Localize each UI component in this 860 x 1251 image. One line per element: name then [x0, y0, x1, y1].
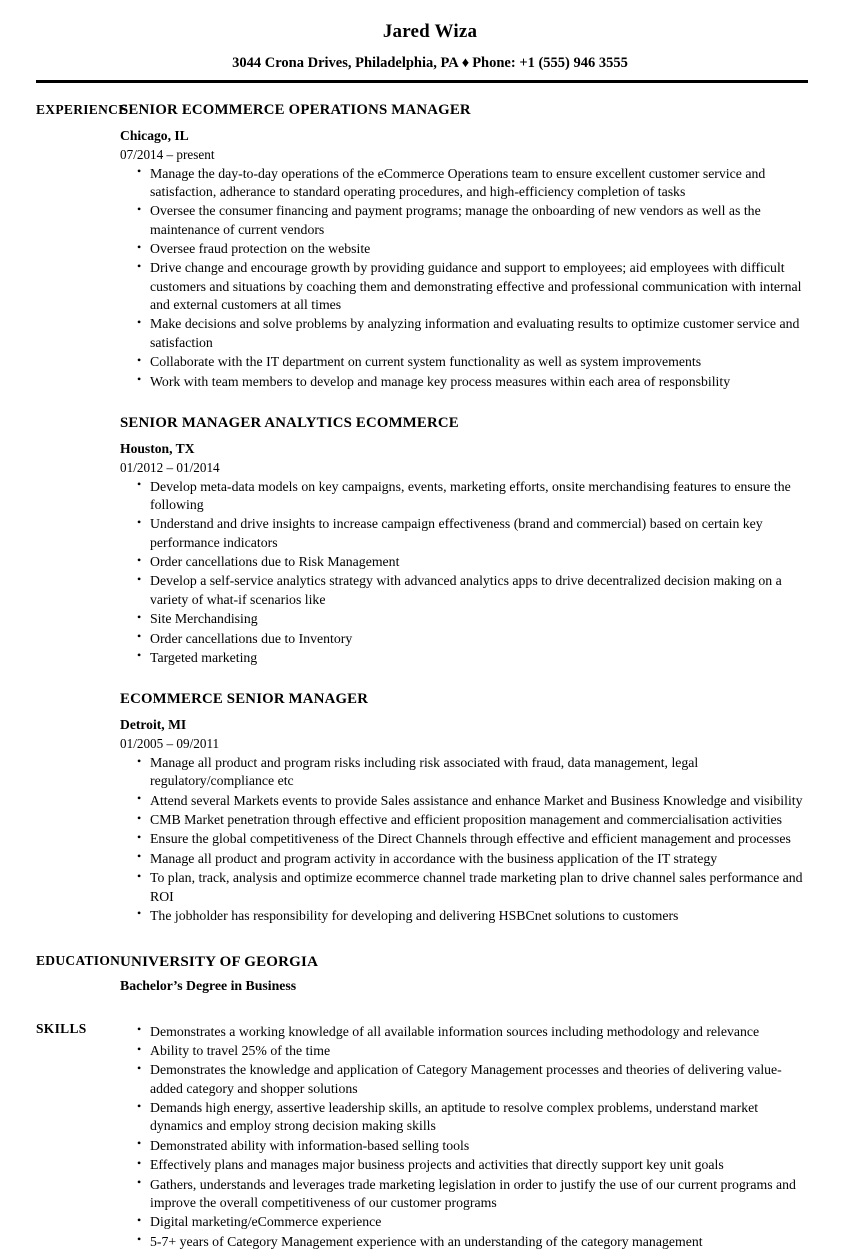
bullet-item: • Make decisions and solve problems by analyzing information and evaluating results to optimize customer service and satisfaction [120, 315, 812, 352]
contact-line [0, 56, 860, 72]
bullet-item: • Ensure the global competitiveness of the Direct Channels through effective and efficient management and processes [120, 830, 812, 848]
job-bullet-list [120, 754, 812, 925]
bullet-item: • CMB Market penetration through effective and efficient proposition management and commercialisation activities [120, 811, 812, 829]
skills-section [0, 1021, 860, 1251]
job-dates: 01/2005 – 09/2011 [120, 736, 220, 752]
job-location: Houston, TX [120, 440, 195, 456]
job-bullet-list [120, 165, 812, 391]
bullet-item: • Develop meta-data models on key campaigns, events, marketing efforts, onsite merchandising features to ensure the following [120, 478, 812, 515]
bullet-item: • Oversee the consumer financing and payment programs; manage the onboarding of new vendors as well as the maintenance of current vendors [120, 202, 812, 239]
skills-body [120, 1021, 860, 1251]
bullet-item: • Gathers, understands and leverages trade marketing legislation in order to justify the use of our current programs and improve the overall competitiveness of our customer programs [120, 1176, 812, 1213]
bullet-item: • To plan, track, analysis and optimize ecommerce channel trade marketing plan to drive channel sales performance and ROI [120, 869, 812, 906]
job-location: Detroit, MI [120, 716, 187, 732]
job-entry [120, 102, 812, 391]
degree-name: Bachelor’s Degree in Business [120, 978, 297, 994]
education-body [120, 953, 860, 995]
job-entry [120, 691, 812, 925]
job-title: SENIOR MANAGER ANALYTICS ECOMMERCE [120, 414, 459, 431]
bullet-item: • Attend several Markets events to provide Sales assistance and enhance Market and Business Knowledge and visibility [120, 792, 812, 810]
bullet-item: • 5-7+ years of Category Management experience with an understanding of the category management [120, 1233, 812, 1251]
section-label-education: EDUCATION [36, 953, 121, 969]
bullet-item: • Targeted marketing [120, 649, 812, 667]
bullet-item: • Order cancellations due to Risk Management [120, 553, 812, 571]
section-label-skills: SKILLS [36, 1020, 87, 1036]
bullet-item: • Ability to travel 25% of the time [120, 1042, 812, 1060]
job-title: ECOMMERCE SENIOR MANAGER [120, 691, 369, 708]
bullet-item: • Demonstrates the knowledge and application of Category Management processes and theories of delivering value-added category and shopper solutions [120, 1061, 812, 1098]
bullet-item: • Manage the day-to-day operations of the eCommerce Operations team to ensure excellent customer service and satisfaction, adherance to standard operating procedures, and high-efficiency completion of tasks [120, 165, 812, 202]
bullet-item: • Develop a self-service analytics strategy with advanced analytics apps to drive decentralized decision making on a variety of what-if scenarios like [120, 572, 812, 609]
phone-text: Phone: +1 (555) 946 3555 [472, 54, 628, 71]
job-dates: 01/2012 – 01/2014 [120, 459, 220, 475]
bullet-item: • Collaborate with the IT department on current system functionality as well as system improvements [120, 353, 812, 371]
job-location: Chicago, IL [120, 127, 189, 143]
section-label-experience: EXPERIENCE [36, 101, 128, 117]
job-title: SENIOR ECOMMERCE OPERATIONS MANAGER [120, 101, 471, 118]
bullet-item: • Drive change and encourage growth by providing guidance and support to employees; aid employees with difficult customers and situations by coaching them and demonstrating effective and professional communication with internal and external customers at all times [120, 259, 812, 314]
bullet-item: • Order cancellations due to Inventory [120, 630, 812, 648]
candidate-name: Jared Wiza [382, 21, 478, 42]
bullet-item: • Manage all product and program activity in accordance with the business application of the IT strategy [120, 850, 812, 868]
bullet-item: • The jobholder has responsibility for developing and delivering HSBCnet solutions to customers [120, 907, 812, 925]
bullet-item: • Digital marketing/eCommerce experience [120, 1213, 812, 1231]
bullet-item: • Demonstrates a working knowledge of all available information sources including methodology and relevance [120, 1023, 812, 1041]
job-entry [120, 415, 812, 667]
bullet-item: • Oversee fraud protection on the website [120, 240, 812, 258]
job-dates: 07/2014 – present [120, 146, 215, 162]
header-divider [36, 80, 808, 83]
skills-bullet-list [120, 1023, 812, 1251]
experience-section [0, 102, 860, 925]
school-name: UNIVERSITY OF GEORGIA [120, 954, 319, 971]
bullet-item: • Effectively plans and manages major business projects and activities that directly support key unit goals [120, 1156, 812, 1174]
bullet-item: • Site Merchandising [120, 610, 812, 628]
diamond-separator-icon: ♦ [461, 54, 470, 71]
bullet-item: • Demands high energy, assertive leadership skills, an aptitude to resolve complex problems, understand market dynamics and employ strong decision making skills [120, 1099, 812, 1136]
bullet-item: • Demonstrated ability with information-based selling tools [120, 1137, 812, 1155]
bullet-item: • Work with team members to develop and manage key process measures within each area of responsbility [120, 373, 812, 391]
bullet-item: • Understand and drive insights to increase campaign effectiveness (brand and commercial) based on certain key performance indicators [120, 515, 812, 552]
address-text: 3044 Crona Drives, Philadelphia, PA [232, 54, 459, 71]
resume-header [0, 0, 860, 72]
education-section [0, 953, 860, 995]
experience-body [120, 102, 860, 925]
bullet-item: • Manage all product and program risks including risk associated with fraud, data management, legal regulatory/compliance etc [120, 754, 812, 791]
job-bullet-list [120, 478, 812, 667]
